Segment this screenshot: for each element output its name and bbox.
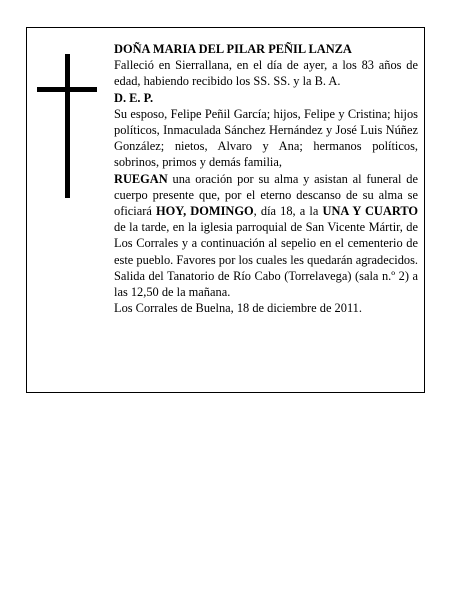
request-text-1: una oración por su alma y asistan al funeral de cuerpo presente que, por el eterno descanso de su alma se oficiará [114,171,418,219]
ruegan-word: RUEGAN [114,171,168,186]
notice-text [114,41,418,316]
family-list: Su esposo, Felipe Peñil García; hijos, Felipe y Cristina; hijos políticos, Inmaculada Sánchez Hernández y José Luis Núñez González; nietos, Alvaro y Ana; hermanos políticos, sobrinos, primos y demás familia, [114,106,418,170]
funeral-request [114,171,418,301]
cross-icon [37,54,97,198]
cross-vertical-bar [65,54,70,198]
obituary-notice [26,27,425,393]
death-announcement: Falleció en Sierrallana, en el día de ayer, a los 83 años de edad, habiendo recibido los SS. SS. y la B. A. [114,58,418,89]
deceased-name: DOÑA MARIA DEL PILAR PEÑIL LANZA [114,42,352,56]
request-text-2: , día 18, a la [253,204,323,219]
dep-line: D. E. P. [114,90,154,105]
day-bold: HOY, DOMINGO [155,204,254,219]
request-text-3: de la tarde, en la iglesia parroquial de San Vicente Mártir, de Los Corrales y a continuación al sepelio en el cementerio de este pueblo. Favores por los cuales les quedarán agradecidos. Salida del Tanatorio de Río Cabo (Torrelavega) (sala n.º 2) a las 12,50 de la mañana. [114,220,418,300]
cross-horizontal-bar [37,87,97,92]
dateline: Los Corrales de Buelna, 18 de diciembre de 2011. [114,301,362,316]
time-bold: UNA Y CUARTO [322,204,419,219]
